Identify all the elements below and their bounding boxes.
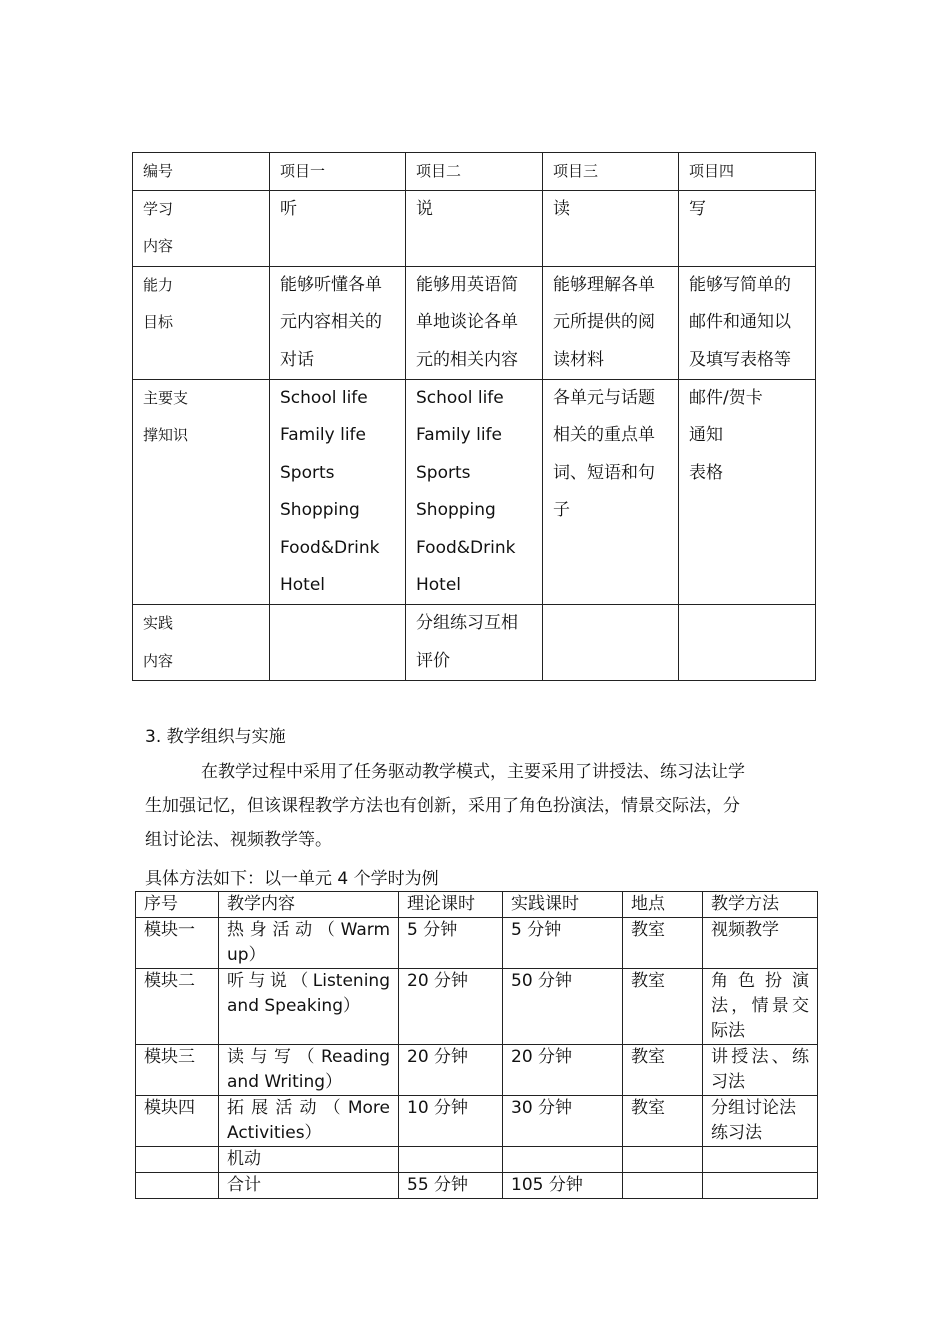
table-row-total — [136, 1173, 818, 1199]
header-cell-seq: 序号 — [136, 892, 219, 918]
paragraph-line: 在教学过程中采用了任务驱动教学模式，主要采用了讲授法、练习法让学 — [201, 762, 745, 782]
table-cell: 5 分钟 — [503, 918, 623, 969]
table-cell: 讲授法、练 习法 — [703, 1045, 818, 1096]
table-cell: 10 分钟 — [399, 1096, 503, 1147]
table-cell: 说 — [406, 191, 543, 267]
header-cell-content: 教学内容 — [219, 892, 399, 918]
row-learning-content — [133, 191, 816, 267]
table-cell: School life Family life Sports Shopping Food&Drink Hotel — [270, 380, 406, 605]
table-row — [136, 918, 818, 969]
table-cell: 各单元与话题 相关的重点单 词、短语和句 子 — [543, 380, 679, 605]
row-label: 实践 内容 — [133, 605, 270, 681]
table-cell: 模块三 — [136, 1045, 219, 1096]
table-cell: 读 — [543, 191, 679, 267]
table-cell: 模块四 — [136, 1096, 219, 1147]
table-cell: 教室 — [623, 1096, 703, 1147]
table-cell: 听 — [270, 191, 406, 267]
header-cell-theory-hours: 理论课时 — [399, 892, 503, 918]
project-table — [132, 152, 816, 681]
table-cell-empty — [136, 1173, 219, 1199]
project-table-header-row — [133, 153, 816, 191]
table-cell: 20 分钟 — [399, 1045, 503, 1096]
table-cell-empty — [503, 1147, 623, 1173]
table-cell: 教室 — [623, 969, 703, 1045]
table-cell-empty — [623, 1147, 703, 1173]
row-label: 主要支 撑知识 — [133, 380, 270, 605]
table-cell-empty — [703, 1173, 818, 1199]
method-table — [135, 891, 818, 1199]
table-cell: 30 分钟 — [503, 1096, 623, 1147]
table-cell: 模块二 — [136, 969, 219, 1045]
row-supporting-knowledge — [133, 380, 816, 605]
table-cell: 55 分钟 — [399, 1173, 503, 1199]
table-cell: 听与说（Listening and Speaking） — [219, 969, 399, 1045]
table-cell-empty — [136, 1147, 219, 1173]
header-cell-method: 教学方法 — [703, 892, 818, 918]
table-cell: 模块一 — [136, 918, 219, 969]
table-cell-empty — [679, 605, 816, 681]
table-cell: 拓展活动（More Activities） — [219, 1096, 399, 1147]
table-cell: 105 分钟 — [503, 1173, 623, 1199]
method-table-header-row — [136, 892, 818, 918]
table-row — [136, 969, 818, 1045]
table-cell-empty — [703, 1147, 818, 1173]
table-cell: 能够用英语简 单地谈论各单 元的相关内容 — [406, 266, 543, 379]
table-cell: 角色扮演 法，情景交 际法 — [703, 969, 818, 1045]
table-cell: 能够听懂各单 元内容相关的 对话 — [270, 266, 406, 379]
row-label: 能力 目标 — [133, 266, 270, 379]
header-cell-project-1: 项目一 — [270, 153, 406, 191]
table-cell: 教室 — [623, 918, 703, 969]
row-label: 学习 内容 — [133, 191, 270, 267]
table-cell-empty — [623, 1173, 703, 1199]
table-cell: 读与写（Reading and Writing） — [219, 1045, 399, 1096]
table-row — [136, 1147, 818, 1173]
table-cell: 视频教学 — [703, 918, 818, 969]
table-cell-empty — [399, 1147, 503, 1173]
table-cell: 分组讨论法 练习法 — [703, 1096, 818, 1147]
section-heading: 3. 教学组织与实施 — [145, 727, 286, 747]
header-cell-practice-hours: 实践课时 — [503, 892, 623, 918]
table-cell-empty — [270, 605, 406, 681]
table-cell: 热身活动（Warm up） — [219, 918, 399, 969]
table-cell: 能够理解各单 元所提供的阅 读材料 — [543, 266, 679, 379]
table-row — [136, 1045, 818, 1096]
table-cell: 能够写简单的 邮件和通知以 及填写表格等 — [679, 266, 816, 379]
header-cell-project-4: 项目四 — [679, 153, 816, 191]
table-cell: 5 分钟 — [399, 918, 503, 969]
header-cell-project-3: 项目三 — [543, 153, 679, 191]
table-cell: 机动 — [219, 1147, 399, 1173]
table-cell: 20 分钟 — [503, 1045, 623, 1096]
paragraph-line: 生加强记忆，但该课程教学方法也有创新，采用了角色扮演法，情景交际法，分 — [145, 796, 740, 816]
table-cell: 教室 — [623, 1045, 703, 1096]
table-cell-empty — [543, 605, 679, 681]
paragraph-line: 组讨论法、视频教学等。 — [145, 830, 332, 850]
table-cell: 写 — [679, 191, 816, 267]
table-row — [136, 1096, 818, 1147]
body-paragraph — [145, 755, 810, 857]
table-cell: 邮件/贺卡 通知 表格 — [679, 380, 816, 605]
table-caption: 具体方法如下：以一单元 4 个学时为例 — [145, 869, 439, 889]
header-cell-id: 编号 — [133, 153, 270, 191]
row-ability-goal — [133, 266, 816, 379]
table-cell: School life Family life Sports Shopping Food&Drink Hotel — [406, 380, 543, 605]
header-cell-project-2: 项目二 — [406, 153, 543, 191]
table-cell: 20 分钟 — [399, 969, 503, 1045]
header-cell-location: 地点 — [623, 892, 703, 918]
row-practice-content — [133, 605, 816, 681]
table-cell: 50 分钟 — [503, 969, 623, 1045]
table-cell: 合计 — [219, 1173, 399, 1199]
table-cell: 分组练习互相 评价 — [406, 605, 543, 681]
